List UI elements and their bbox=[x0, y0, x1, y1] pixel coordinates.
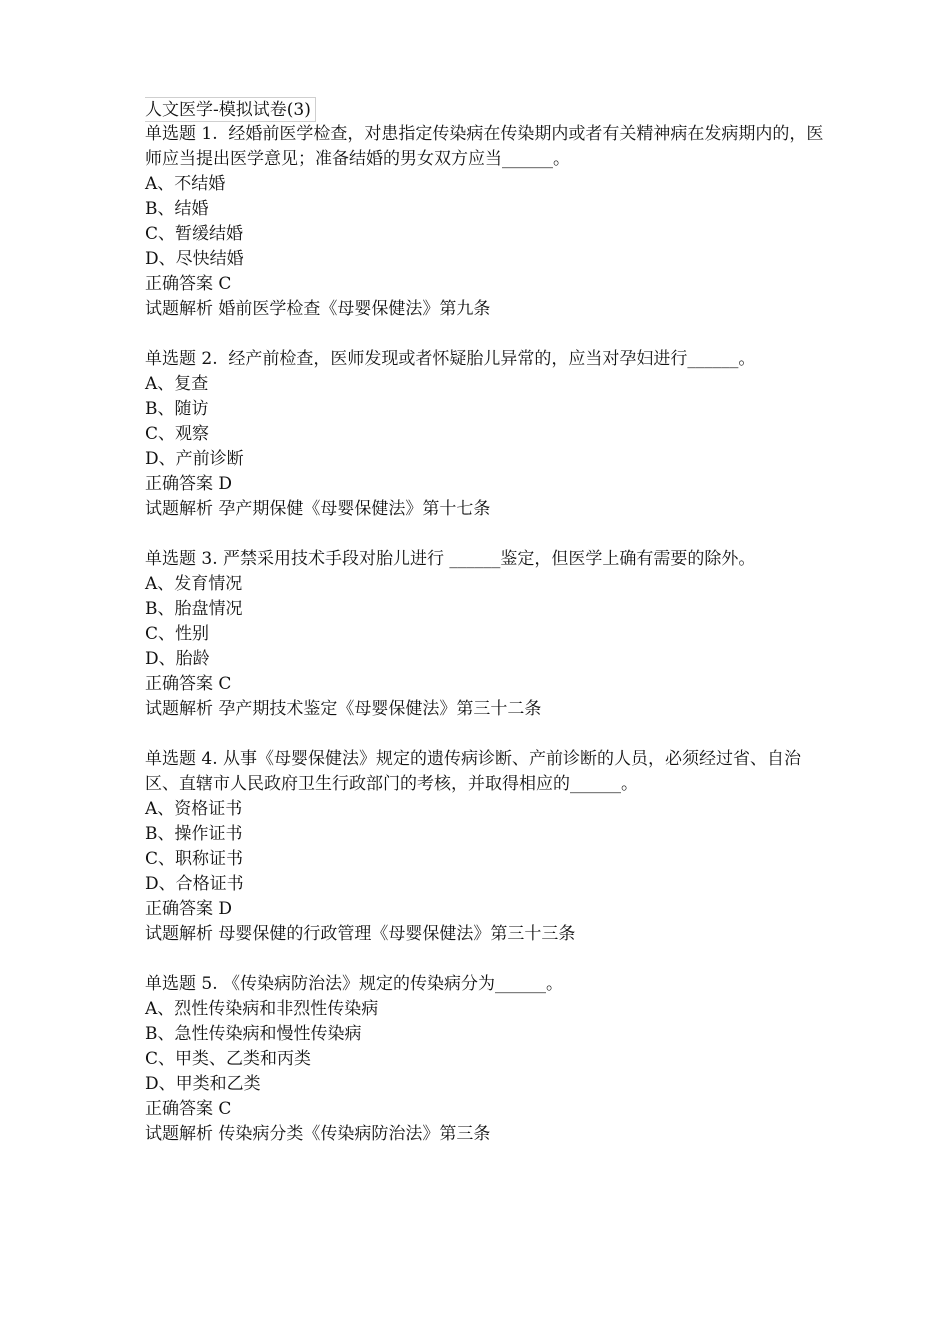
option-a: A、复查 bbox=[145, 374, 209, 394]
correct-answer: 正确答案 D bbox=[145, 899, 233, 919]
option-c: C、性别 bbox=[145, 624, 210, 644]
question-stem: 单选题 1. 经婚前医学检查，对患指定传染病在传染期内或者有关精神病在发病期内的，医师应当提出医学意见；准备结婚的男女双方应当______。 bbox=[145, 124, 824, 169]
option-d: D、胎龄 bbox=[145, 649, 210, 669]
answer-analysis: 试题解析 母婴保健的行政管理《母婴保健法》第三十三条 bbox=[145, 924, 576, 944]
question-1 bbox=[145, 122, 825, 322]
question-stem: 单选题 5. 《传染病防治法》规定的传染病分为______。 bbox=[145, 974, 564, 994]
option-b: B、急性传染病和慢性传染病 bbox=[145, 1024, 362, 1044]
question-5 bbox=[145, 972, 825, 1147]
option-b: B、胎盘情况 bbox=[145, 599, 243, 619]
answer-analysis: 试题解析 孕产期技术鉴定《母婴保健法》第三十二条 bbox=[145, 699, 542, 719]
correct-answer: 正确答案 C bbox=[145, 1099, 232, 1119]
option-a: A、烈性传染病和非烈性传染病 bbox=[145, 999, 379, 1019]
question-stem: 单选题 2. 经产前检查，医师发现或者怀疑胎儿异常的，应当对孕妇进行______。 bbox=[145, 349, 756, 369]
option-d: D、产前诊断 bbox=[145, 449, 244, 469]
answer-analysis: 试题解析 婚前医学检查《母婴保健法》第九条 bbox=[145, 299, 491, 319]
option-b: B、结婚 bbox=[145, 199, 209, 219]
option-d: D、合格证书 bbox=[145, 874, 244, 894]
question-spacer bbox=[145, 322, 825, 347]
option-b: B、操作证书 bbox=[145, 824, 243, 844]
option-a: A、资格证书 bbox=[145, 799, 243, 819]
correct-answer: 正确答案 C bbox=[145, 674, 232, 694]
question-stem: 单选题 4. 从事《母婴保健法》规定的遗传病诊断、产前诊断的人员，必须经过省、自治区、直辖市人民政府卫生行政部门的考核，并取得相应的______。 bbox=[145, 749, 802, 794]
question-spacer bbox=[145, 722, 825, 747]
correct-answer: 正确答案 C bbox=[145, 274, 232, 294]
option-a: A、不结婚 bbox=[145, 174, 226, 194]
answer-analysis: 试题解析 孕产期保健《母婴保健法》第十七条 bbox=[145, 499, 491, 519]
question-spacer bbox=[145, 522, 825, 547]
question-2 bbox=[145, 347, 825, 522]
option-c: C、甲类、乙类和丙类 bbox=[145, 1049, 312, 1069]
document-page bbox=[145, 97, 825, 1147]
question-3 bbox=[145, 547, 825, 722]
option-c: C、暂缓结婚 bbox=[145, 224, 244, 244]
question-stem: 单选题 3. 严禁采用技术手段对胎儿进行 ______鉴定，但医学上确有需要的除外。 bbox=[145, 549, 756, 569]
option-d: D、尽快结婚 bbox=[145, 249, 244, 269]
option-a: A、发育情况 bbox=[145, 574, 243, 594]
option-c: C、职称证书 bbox=[145, 849, 244, 869]
option-d: D、甲类和乙类 bbox=[145, 1074, 261, 1094]
question-4 bbox=[145, 747, 825, 947]
correct-answer: 正确答案 D bbox=[145, 474, 233, 494]
question-spacer bbox=[145, 947, 825, 972]
answer-analysis: 试题解析 传染病分类《传染病防治法》第三条 bbox=[145, 1124, 491, 1144]
document-title: 人文医学-模拟试卷(3) bbox=[145, 97, 316, 122]
option-b: B、随访 bbox=[145, 399, 209, 419]
option-c: C、观察 bbox=[145, 424, 210, 444]
